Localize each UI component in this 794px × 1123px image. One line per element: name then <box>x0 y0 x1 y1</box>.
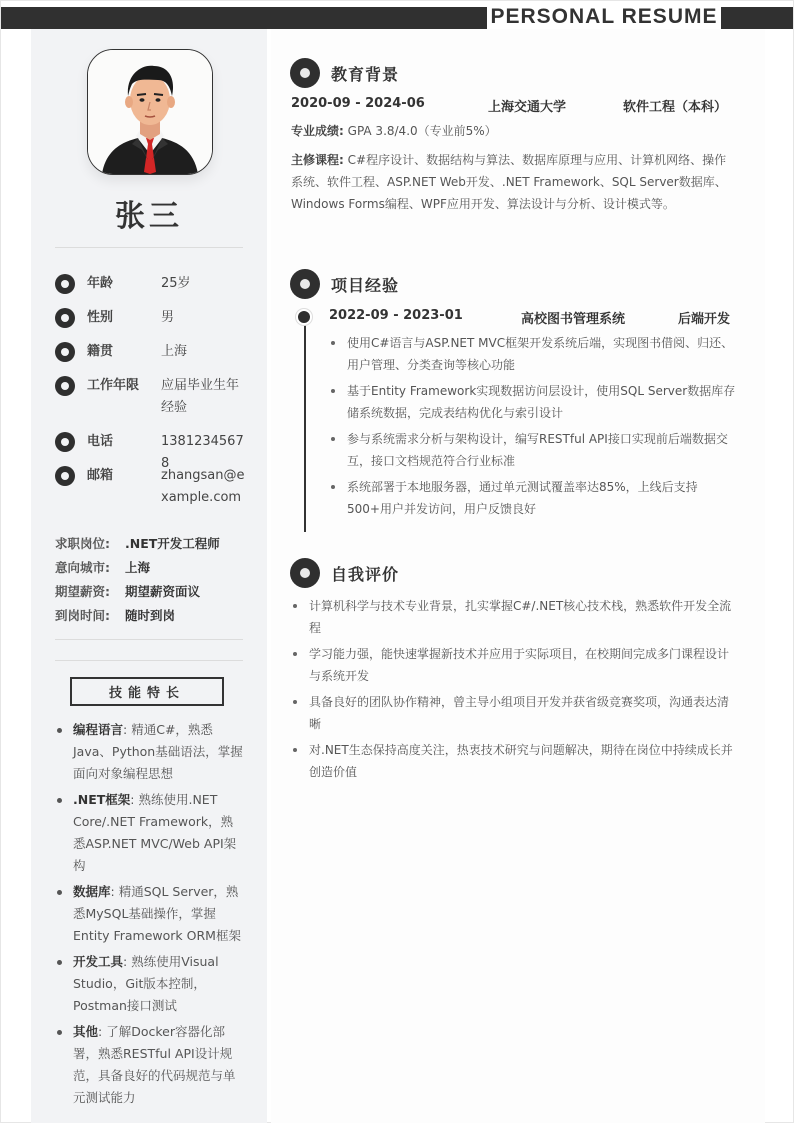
education-school: 上海交通大学 <box>488 100 567 115</box>
section-self-eval-header <box>290 558 399 588</box>
info-value: 25岁 <box>161 276 191 291</box>
resume-title: PERSONAL RESUME <box>490 5 718 28</box>
intent-row-start <box>55 604 255 628</box>
resume-title-box <box>487 2 721 32</box>
intent-label: 求职岗位: <box>55 536 110 551</box>
skill-item <box>55 719 245 785</box>
skill-text: 精通C#，熟悉Java、Python基础语法，掌握面向对象编程思想 <box>73 722 243 781</box>
gpa-value: GPA 3.8/4.0（专业前5%） <box>347 124 497 138</box>
intent-label: 意向城市: <box>55 560 110 575</box>
intent-row-position <box>55 532 255 556</box>
phone-value[interactable]: 13812345678 <box>161 434 244 471</box>
skill-name: 数据库 <box>73 884 111 899</box>
project-period: 2022-09 - 2023-01 <box>329 308 463 323</box>
intent-row-city <box>55 556 255 580</box>
self-eval-bullet: 对.NET生态保持高度关注，热衷技术研究与问题解决，期待在岗位中持续成长并创造价值 <box>291 739 739 783</box>
bullet-circle-icon <box>55 432 75 452</box>
skill-item <box>55 951 245 1017</box>
info-row-age <box>55 273 255 295</box>
skill-sep: : <box>123 722 128 737</box>
section-circle-icon <box>290 269 320 299</box>
job-intent <box>55 532 255 628</box>
skill-sep: : <box>130 792 135 807</box>
skill-item <box>55 881 245 947</box>
bullet-circle-icon <box>55 342 75 362</box>
section-circle-icon <box>290 558 320 588</box>
gpa-label: 专业成绩: <box>291 124 344 138</box>
info-value: 上海 <box>161 344 188 359</box>
skill-text: 熟练使用Visual Studio，Git版本控制，Postman接口测试 <box>73 954 219 1013</box>
info-label: 邮箱 <box>87 468 114 483</box>
skill-name: 开发工具 <box>73 954 124 969</box>
info-label: 籍贯 <box>87 344 114 359</box>
education-courses <box>291 149 731 215</box>
bullet-circle-icon <box>55 376 75 396</box>
sidebar <box>31 29 267 1123</box>
intent-value: .NET开发工程师 <box>125 536 220 551</box>
info-value: 应届毕业生年经验 <box>161 378 240 415</box>
info-value: 男 <box>161 310 175 325</box>
project-bullet: 基于Entity Framework实现数据访问层设计，使用SQL Server数据库存储系统数据，完成表结构优化与索引设计 <box>329 380 739 424</box>
main-content <box>271 29 765 1123</box>
project-bullets <box>329 332 739 524</box>
section-circle-icon <box>290 58 320 88</box>
timeline-line <box>304 319 306 532</box>
self-eval-bullet: 具备良好的团队协作精神，曾主导小组项目开发并获省级竞赛奖项，沟通表达清晰 <box>291 691 739 735</box>
info-label: 电话 <box>87 434 114 449</box>
education-period: 2020-09 - 2024-06 <box>291 96 425 111</box>
info-row-gender <box>55 307 255 329</box>
bullet-circle-icon <box>55 308 75 328</box>
divider <box>55 247 243 248</box>
intent-label: 期望薪资: <box>55 584 110 599</box>
self-eval-bullets <box>291 595 739 787</box>
skill-name: 编程语言 <box>73 722 124 737</box>
intent-value: 随时到岗 <box>125 608 176 623</box>
intent-value: 期望薪资面议 <box>125 584 201 599</box>
section-education-header <box>290 58 399 88</box>
intent-value: 上海 <box>125 560 151 575</box>
project-name: 高校图书管理系统 <box>521 312 626 327</box>
divider <box>55 639 243 640</box>
skill-sep: : <box>123 954 128 969</box>
education-major: 软件工程（本科） <box>623 100 728 115</box>
section-projects-header <box>290 269 399 299</box>
skills-list <box>55 719 245 1113</box>
skill-sep: : <box>98 1024 103 1039</box>
candidate-name: 张三 <box>115 199 183 234</box>
skill-item <box>55 1021 245 1109</box>
skill-text: 精通SQL Server，熟悉MySQL基础操作，掌握Entity Framework ORM框架 <box>73 884 241 943</box>
section-title: 教育背景 <box>331 64 400 84</box>
self-eval-bullet: 计算机科学与技术专业背景，扎实掌握C#/.NET核心技术栈，熟悉软件开发全流程 <box>291 595 739 639</box>
project-bullet: 参与系统需求分析与架构设计，编写RESTful API接口实现前后端数据交互，接口文档规范符合行业标准 <box>329 428 739 472</box>
info-label: 年龄 <box>87 276 114 291</box>
intent-row-salary <box>55 580 255 604</box>
skill-text: 熟练使用.NET Core/.NET Framework，熟悉ASP.NET MVC/Web API架构 <box>73 792 237 873</box>
skill-name: 其他 <box>73 1024 99 1039</box>
section-title: 自我评价 <box>331 564 400 584</box>
intent-label: 到岗时间: <box>55 608 110 623</box>
courses-value: C#程序设计、数据结构与算法、数据库原理与应用、计算机网络、操作系统、软件工程、ASP.NET Web开发、.NET Framework、SQL Server数据库、Windows Forms编程、WPF应用开发、算法设计与分析、设计模式等。 <box>291 153 727 211</box>
skill-sep: : <box>110 884 115 899</box>
info-row-email <box>55 465 255 509</box>
avatar-portrait-icon <box>88 50 212 174</box>
info-label: 工作年限 <box>87 378 140 393</box>
divider <box>55 660 243 661</box>
project-bullet: 系统部署于本地服务器，通过单元测试覆盖率达85%，上线后支持500+用户并发访问，用户反馈良好 <box>329 476 739 520</box>
skill-name: .NET框架 <box>73 792 131 807</box>
email-link[interactable]: zhangsan@example.com <box>161 468 245 505</box>
skill-item <box>55 789 245 877</box>
project-bullet: 使用C#语言与ASP.NET MVC框架开发系统后端，实现图书借阅、归还、用户管理、分类查询等核心功能 <box>329 332 739 376</box>
skills-heading: 技能特长 <box>70 677 224 706</box>
project-role: 后端开发 <box>678 312 731 327</box>
section-title: 项目经验 <box>331 275 400 295</box>
self-eval-bullet: 学习能力强，能快速掌握新技术并应用于实际项目，在校期间完成多门课程设计与系统开发 <box>291 643 739 687</box>
education-gpa <box>291 120 731 142</box>
bullet-circle-icon <box>55 466 75 486</box>
info-row-hometown <box>55 341 255 363</box>
skill-text: 了解Docker容器化部署，熟悉RESTful API设计规范，具备良好的代码规范与单元测试能力 <box>73 1024 236 1105</box>
info-row-experience <box>55 375 255 419</box>
info-label: 性别 <box>87 310 114 325</box>
avatar <box>87 49 213 175</box>
courses-label: 主修课程: <box>291 153 344 167</box>
timeline-dot-icon <box>298 311 310 323</box>
bullet-circle-icon <box>55 274 75 294</box>
